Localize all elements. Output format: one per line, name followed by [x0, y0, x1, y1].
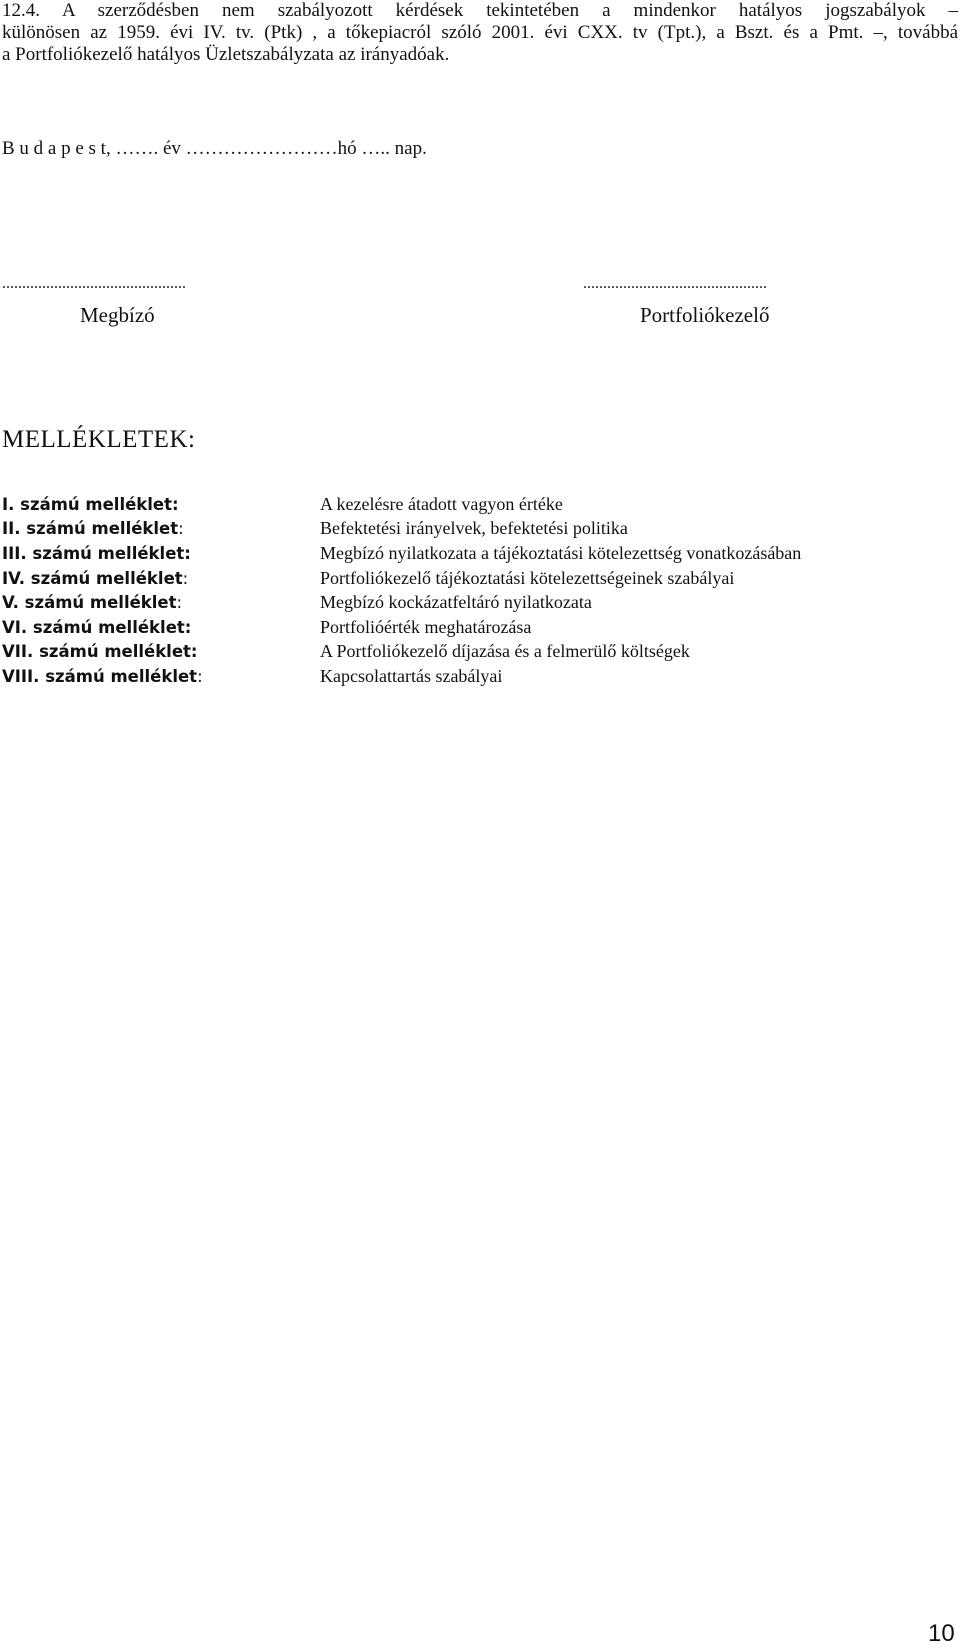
- annex-row: [2, 664, 952, 689]
- clause-12-4-paragraph: [2, 0, 958, 66]
- place-and-date-line: B u d a p e s t, ……. év ……………………hó ….. nap.: [2, 138, 427, 159]
- annex-row: [2, 492, 952, 517]
- annex-title: Befektetési irányelvek, befektetési politika: [320, 518, 628, 539]
- annex-title: Megbízó kockázatfeltáró nyilatkozata: [320, 592, 592, 613]
- annex-row: [2, 590, 952, 615]
- signature-line-client: ..............................................: [2, 275, 186, 292]
- annex-row: [2, 615, 952, 640]
- annex-title: Megbízó nyilatkozata a tájékoztatási kötelezettség vonatkozásában: [320, 542, 802, 563]
- annex-row: [2, 566, 952, 591]
- annex-label: II. számú melléklet:: [2, 519, 184, 539]
- annex-row: [2, 517, 952, 542]
- annex-title: Portfoliókezelő tájékoztatási kötelezettségeinek szabályai: [320, 567, 735, 588]
- annex-label: VII. számú melléklet:: [2, 642, 198, 662]
- page-number: 10: [928, 1620, 955, 1647]
- signature-line-manager: ..............................................: [583, 275, 767, 292]
- annex-label: III. számú melléklet:: [2, 543, 191, 563]
- annex-label: I. számú melléklet:: [2, 494, 179, 514]
- annex-title: A Portfoliókezelő díjazása és a felmerülő költségek: [320, 641, 690, 662]
- annex-list: [2, 492, 952, 689]
- annexes-heading: MELLÉKLETEK:: [2, 426, 196, 453]
- clause-line: 12.4. A szerződésben nem szabályozott kérdések tekintetében a mindenkor hatályos jogszabályok –: [2, 0, 958, 21]
- annex-title: Kapcsolattartás szabályai: [320, 665, 503, 686]
- annex-title: A kezelésre átadott vagyon értéke: [320, 493, 563, 514]
- signatory-client-label: Megbízó: [80, 303, 155, 327]
- clause-line: különösen az 1959. évi IV. tv. (Ptk) , a tőkepiacról szóló 2001. évi CXX. tv (Tpt.), a Bszt. és a Pmt. –, továbbá: [2, 22, 958, 43]
- annex-label: VI. számú melléklet:: [2, 617, 192, 637]
- annex-label: IV. számú melléklet:: [2, 568, 189, 588]
- clause-line: a Portfoliókezelő hatályos Üzletszabályzata az irányadóak.: [2, 44, 450, 65]
- annex-label: V. számú melléklet:: [2, 593, 183, 613]
- annex-title: Portfolióérték meghatározása: [320, 616, 532, 637]
- annex-row: [2, 541, 952, 566]
- annex-label: VIII. számú melléklet:: [2, 666, 203, 686]
- annex-row: [2, 640, 952, 665]
- signatory-manager-label: Portfoliókezelő: [640, 303, 770, 327]
